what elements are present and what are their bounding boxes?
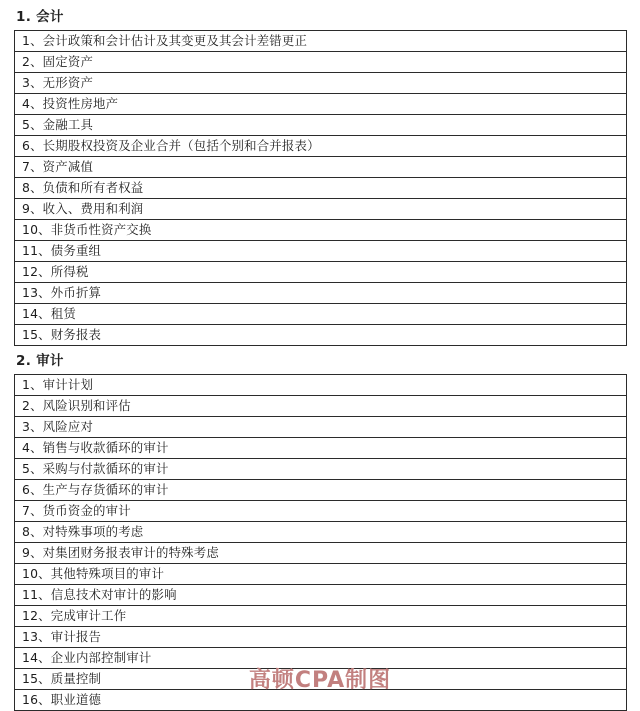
- section-heading-audit: [0, 352, 640, 370]
- topic-item-label: 15、财务报表: [15, 325, 627, 346]
- audit-table-container: [0, 374, 627, 711]
- table-row: [15, 304, 627, 325]
- topic-item-label: 16、职业道德: [15, 690, 627, 711]
- topic-item-label: 8、负债和所有者权益: [15, 178, 627, 199]
- topic-item-label: 14、企业内部控制审计: [15, 648, 627, 669]
- table-row: [15, 262, 627, 283]
- topic-item-label: 5、采购与付款循环的审计: [15, 459, 627, 480]
- table-row: [15, 94, 627, 115]
- table-row: [15, 480, 627, 501]
- topic-item-label: 3、无形资产: [15, 73, 627, 94]
- topic-item-label: 15、质量控制: [15, 669, 627, 690]
- table-row: [15, 178, 627, 199]
- topic-item-label: 12、完成审计工作: [15, 606, 627, 627]
- topic-item-label: 2、固定资产: [15, 52, 627, 73]
- topic-item-label: 6、生产与存货循环的审计: [15, 480, 627, 501]
- topic-item-label: 9、对集团财务报表审计的特殊考虑: [15, 543, 627, 564]
- table-row: [15, 396, 627, 417]
- topic-item-label: 11、信息技术对审计的影响: [15, 585, 627, 606]
- table-row: [15, 564, 627, 585]
- table-row: [15, 669, 627, 690]
- accounting-topic-table: [14, 30, 627, 346]
- topic-item-label: 7、资产减值: [15, 157, 627, 178]
- table-row: [15, 438, 627, 459]
- section-title-accounting: 1. 会计: [16, 9, 64, 25]
- topic-item-label: 10、其他特殊项目的审计: [15, 564, 627, 585]
- accounting-table-container: [0, 30, 627, 346]
- topic-item-label: 13、审计报告: [15, 627, 627, 648]
- watermark-text: 高顿CPA制图: [248, 668, 392, 693]
- audit-topic-table: [14, 374, 627, 711]
- table-row: [15, 325, 627, 346]
- table-row: [15, 157, 627, 178]
- topic-item-label: 10、非货币性资产交换: [15, 220, 627, 241]
- topic-item-label: 7、货币资金的审计: [15, 501, 627, 522]
- table-row: [15, 31, 627, 52]
- topic-item-label: 1、审计计划: [22, 377, 94, 392]
- table-row: [15, 648, 627, 669]
- topic-item-label: 1、会计政策和会计估计及其变更及其会计差错更正: [22, 33, 308, 48]
- table-row: [15, 585, 627, 606]
- table-row: [15, 690, 627, 711]
- table-row: [15, 627, 627, 648]
- table-row: [15, 375, 627, 396]
- topic-item-label: 4、投资性房地产: [15, 94, 627, 115]
- topic-item-label: 5、金融工具: [15, 115, 627, 136]
- topic-item-label: 3、风险应对: [15, 417, 627, 438]
- table-row: [15, 459, 627, 480]
- table-row: [15, 199, 627, 220]
- topic-item-label: 14、租赁: [15, 304, 627, 325]
- table-row: [15, 52, 627, 73]
- table-row: [15, 522, 627, 543]
- table-row: [15, 501, 627, 522]
- topic-item-label: 9、收入、费用和利润: [15, 199, 627, 220]
- table-row: [15, 283, 627, 304]
- topic-item-label: 13、外币折算: [15, 283, 627, 304]
- table-row: [15, 73, 627, 94]
- table-row: [15, 136, 627, 157]
- topic-item-label: 12、所得税: [15, 262, 627, 283]
- topic-item-label: 4、销售与收款循环的审计: [15, 438, 627, 459]
- topic-item-label: 6、长期股权投资及企业合并（包括个别和合并报表）: [15, 136, 627, 157]
- table-row: [15, 417, 627, 438]
- section-title-audit: 2. 审计: [16, 353, 64, 369]
- topic-item-label: 2、风险识别和评估: [15, 396, 627, 417]
- table-row: [15, 220, 627, 241]
- table-row: [15, 115, 627, 136]
- topic-item-label: 11、债务重组: [15, 241, 627, 262]
- table-row: [15, 543, 627, 564]
- topic-item-label: 8、对特殊事项的考虑: [15, 522, 627, 543]
- table-row: [15, 606, 627, 627]
- table-row: [15, 241, 627, 262]
- section-heading-accounting: [0, 8, 640, 26]
